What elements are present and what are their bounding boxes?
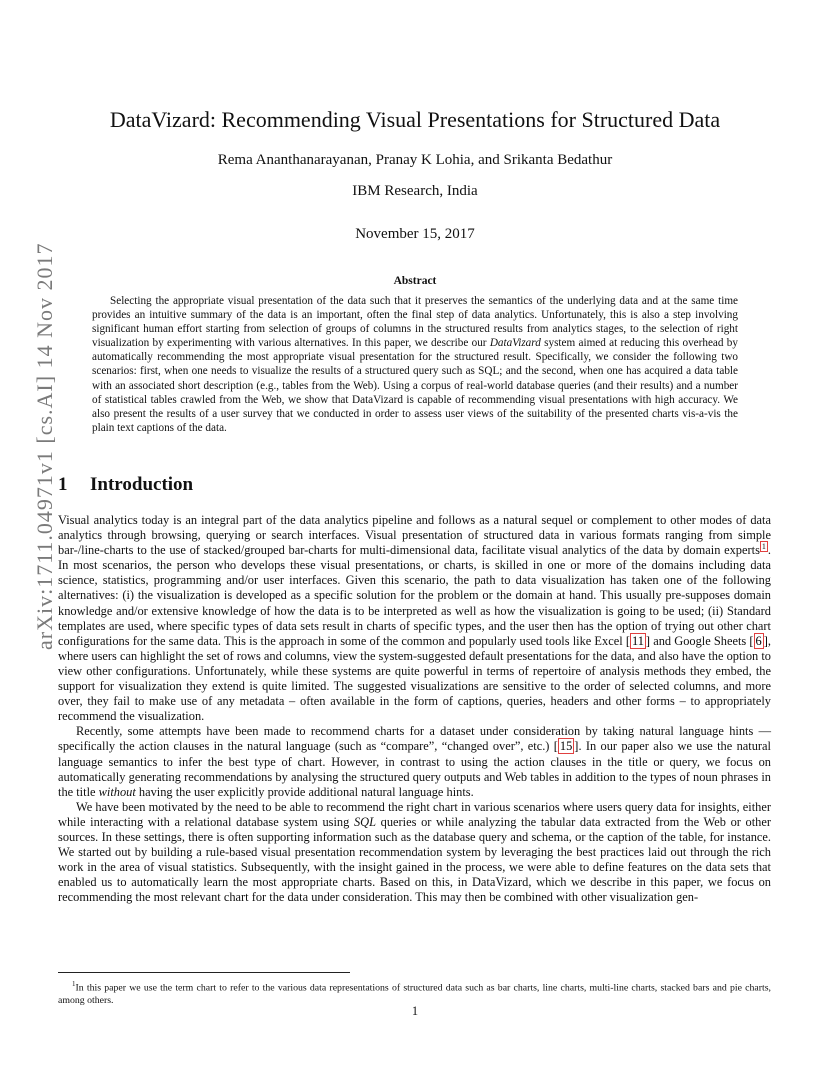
section-heading-introduction bbox=[58, 473, 658, 497]
paragraph-text: queries or while analyzing the tabular data extracted from the Web or other sources. In these settings, there is often supporting information such as the database query and schema, or the caption of the table, for instance. We started out by building a rule-based visual presentation recommendation system by leveraging the best practices laid out through the rich work in the area of visual statistics. Subsequently, with the insight gained in the process, we were able to define features on the data sets that enabled us to automatically learn the most appropriate charts. Based on this, in DataVizard, which we describe in this paper, we focus on recommending the most relevant chart for the data under consideration. This may then be combined with other visualization gen- bbox=[58, 814, 771, 905]
paper-title: DataVizard: Recommending Visual Presentations for Structured Data bbox=[109, 107, 721, 132]
section-number: 1 bbox=[58, 474, 68, 495]
footnote-divider bbox=[58, 972, 350, 973]
arxiv-identifier-stamp: arXiv:1711.04971v1 [cs.AI] 14 Nov 2017 bbox=[32, 242, 57, 650]
paragraph bbox=[58, 800, 771, 906]
citation-link[interactable]: [ 6 ] bbox=[749, 633, 768, 648]
paragraph-text: and Google Sheets bbox=[650, 633, 750, 648]
citation-link[interactable]: [ 11 ] bbox=[625, 633, 651, 648]
citation-number[interactable]: 11 bbox=[631, 633, 644, 648]
paragraph-text: . In our paper also we use the natural language semantics to infer the best type of chart. However, in contrast to using the action clauses in the title or query, we focus on automatically generating recommendations by analysing the structured query outputs and Web tables in addition to the types of noun phrases in the title bbox=[58, 739, 771, 799]
citation-link[interactable]: [ 15 ] bbox=[553, 739, 579, 754]
paragraph-text: We have been motivated by the need to be able to recommend the right chart in various scenarios where users query data for insights, either while interacting with a relational database system using bbox=[58, 799, 771, 829]
footnote-link[interactable]: 1 bbox=[761, 542, 766, 552]
abstract-heading: Abstract bbox=[393, 275, 437, 287]
paragraph bbox=[58, 513, 771, 724]
footnote bbox=[58, 978, 771, 1007]
footnote-text: In this paper we use the term chart to refer to the various data representations of structured data such as bar charts, line charts, multi-line charts, stacked bars and pie charts, among others. bbox=[58, 982, 771, 1006]
publication-date: November 15, 2017 bbox=[355, 226, 475, 242]
paragraph bbox=[58, 724, 771, 799]
abstract-system-name: DataVizard bbox=[489, 337, 541, 350]
abstract-text bbox=[92, 294, 738, 435]
affiliation: IBM Research, India bbox=[352, 183, 478, 199]
emphasis-text: without bbox=[98, 784, 136, 799]
abstract-text-part: system aimed at reducing this overhead by automatically recommending the most appropriate visual presentation for the structured result. Specifically, we consider the following two scenarios: first, when one needs to visualize the results of a structured query such as SQL; and the second, when one has acquired a data table with an associated short description (e.g., tables from the Web). Using a corpus of real-world database queries (and their results) and a number of statistical tables crawled from the Web, we show that DataVizard is capable of recommending visual presentations with high accuracy. We also present the results of a user survey that we conducted in order to assess user views of the suitability of the presented charts vis-a-vis the plain text captions of the data. bbox=[92, 337, 738, 434]
paragraph-text: Recently, some attempts have been made to recommend charts for a dataset under consideration by taking natural language hints — specifically the action clauses in the natural language (such as “compare”, “changed over”, etc.) bbox=[58, 724, 771, 754]
footnote-mark: 1 bbox=[72, 980, 76, 988]
page-number: 1 bbox=[411, 1004, 419, 1018]
introduction-body bbox=[58, 513, 771, 905]
author-list: Rema Ananthanarayanan, Pranay K Lohia, and Srikanta Bedathur bbox=[217, 152, 613, 168]
paragraph-text: . In most scenarios, the person who develops these visual presentations, or charts, is skilled in one or more of the domains including data science, statistics, programming and/or user interfaces. Given this scenario, the path to data visualization has taken one of the following alternatives: (i) the visualization is developed as a specific solution for the problem or the domain at hand. This usually pre-supposes domain knowledge and/or extensive knowledge of how the data is to be interpreted as well as how the visualization is going to be used; (ii) Standard templates are used, where specific types of data sets result in charts of specific types, and the user then has the option of trying out other chart configurations for the same data. This is the approach in some of the common and popularly used tools like Excel bbox=[58, 543, 771, 648]
citation-number[interactable]: 6 bbox=[755, 633, 762, 648]
paragraph-text: having the user explicitly provide additional natural language hints. bbox=[135, 784, 474, 799]
emphasis-text: SQL bbox=[353, 814, 376, 829]
citation-number[interactable]: 15 bbox=[559, 739, 573, 754]
abstract-text-part: Selecting the appropriate visual presentation of the data such that it preserves the semantics of the underlying data and at the same time provides an intuitive summary of the data is an important, often the final step of data analytics. Unfortunately, this is also a step involving significant human effort starting from selection of groups of columns in the structured results from analytics stages, to the selection of right visualization by experimenting with various alternatives. In this paper, we describe our bbox=[92, 295, 738, 350]
section-title: Introduction bbox=[90, 474, 194, 495]
paragraph-text: Visual analytics today is an integral part of the data analytics pipeline and follows as a natural sequel or complement to other modes of data analytics through browsing, querying or search interfaces. Visual presentation of structured data in various formats ranging from simple bar-/line-charts to the use of stacked/grouped bar-charts for multi-dimensional data, facilitate visual analytics of the data by domain experts bbox=[58, 513, 771, 558]
paragraph-text: , where users can highlight the set of rows and columns, view the system-suggested default presentations for the data, and also have the option to view other configurations. Unfortunately, while these systems are quite powerful in terms of repertoire of analysis methods they embed, the support for visualization they extend is quite limited. The suggested visualizations are sensitive to the order of selected columns, and more over, they fail to make use of any metadata – often available in the form of captions, queries, headers and other forms – to appropriately recommend the visualization. bbox=[58, 633, 771, 724]
